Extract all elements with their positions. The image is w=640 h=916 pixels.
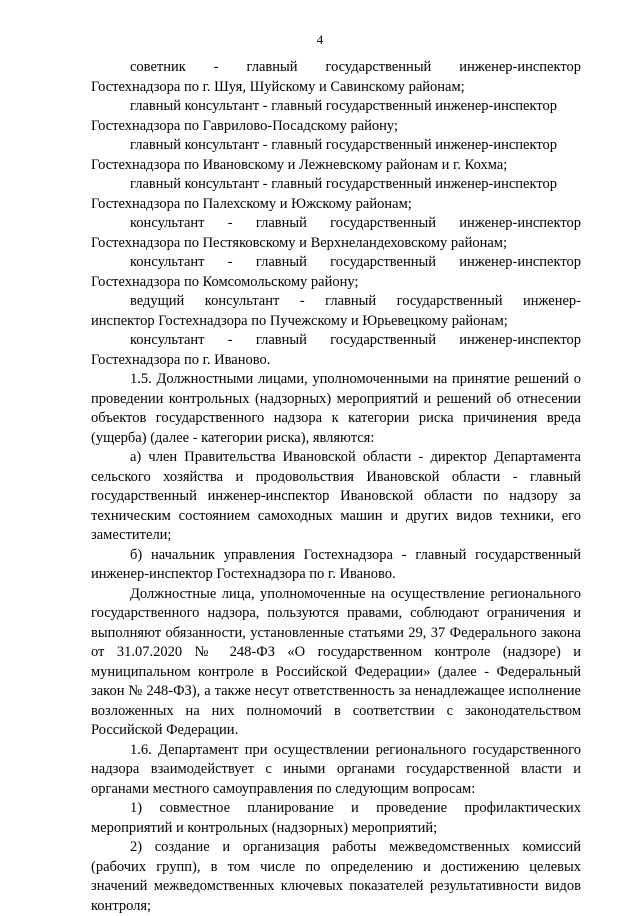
list-item: консультант - главный государственный инженер-инспектор Гостехнадзора по г. Иваново.: [91, 332, 581, 368]
document-body: [91, 58, 581, 916]
list-item: ведущий консультант - главный государственный инженер- инспектор Гостехнадзора по Пучежскому и Юрьевецкому районам;: [91, 293, 581, 329]
paragraph-officials: Должностные лица, уполномоченные на осуществление регионального государственного надзора, пользуются правами, соблюдают ограничения и выполняют обязанности, установленные статьями 29, 37 Федерального закона от 31.07.2020 № 248-ФЗ «О государственном контроле (надзоре) и муниципальном контроле в Российской Федерации» (далее - Федеральный закон № 248-ФЗ), а также несут ответственность за ненадлежащее исполнение возложенных на них полномочий в соответствии с законодательством Российской Федерации.: [91, 585, 581, 738]
paragraph-1-5-a: а) член Правительства Ивановской области - директор Департамента сельского хозяйства и продовольствия Ивановской области - главный государственный инженер-инспектор Ивановской области по надзору за техническим состоянием самоходных машин и других видов техники, его заместители;: [91, 449, 581, 543]
list-item: главный консультант - главный государственный инженер-инспектор Гостехнадзора по Палехскому и Южскому районам;: [91, 176, 557, 212]
paragraph-1-6-2: 2) создание и организация работы межведомственных комиссий (рабочих групп), в том числе по определению и достижению целевых значений межведомственных ключевых показателей результативности видов контроля;: [91, 839, 581, 914]
inspector-list: [91, 58, 581, 370]
paragraph-1-5: 1.5. Должностными лицами, уполномоченными на принятие решений о проведении контрольных (надзорных) мероприятий и решений об отнесении объектов государственного надзора к категории риска причинения вреда (ущерба) (далее - категории риска), являются:: [91, 371, 581, 446]
paragraph-1-6: 1.6. Департамент при осуществлении регионального государственного надзора взаимодействует с иными органами государственной власти и органами местного самоуправления по следующим вопросам:: [91, 741, 581, 797]
page-number: 4: [316, 32, 324, 47]
paragraph-1-6-1: 1) совместное планирование и проведение профилактических мероприятий и контрольных (надзорных) мероприятий;: [91, 800, 581, 836]
list-item: консультант - главный государственный инженер-инспектор Гостехнадзора по Пестяковскому и Верхнеландеховскому районам;: [91, 215, 581, 251]
list-item: консультант - главный государственный инженер-инспектор Гостехнадзора по Комсомольскому району;: [91, 254, 581, 290]
list-item: главный консультант - главный государственный инженер-инспектор Гостехнадзора по Гаврилово-Посадскому району;: [91, 98, 557, 134]
list-item: главный консультант - главный государственный инженер-инспектор Гостехнадзора по Ивановскому и Лежневскому районам и г. Кохма;: [91, 137, 557, 173]
list-item: советник - главный государственный инженер-инспектор Гостехнадзора по г. Шуя, Шуйскому и Савинскому районам;: [91, 59, 581, 95]
paragraph-1-5-b: б) начальник управления Гостехнадзора - главный государственный инженер-инспектор Гостехнадзора по г. Иваново.: [91, 546, 581, 582]
